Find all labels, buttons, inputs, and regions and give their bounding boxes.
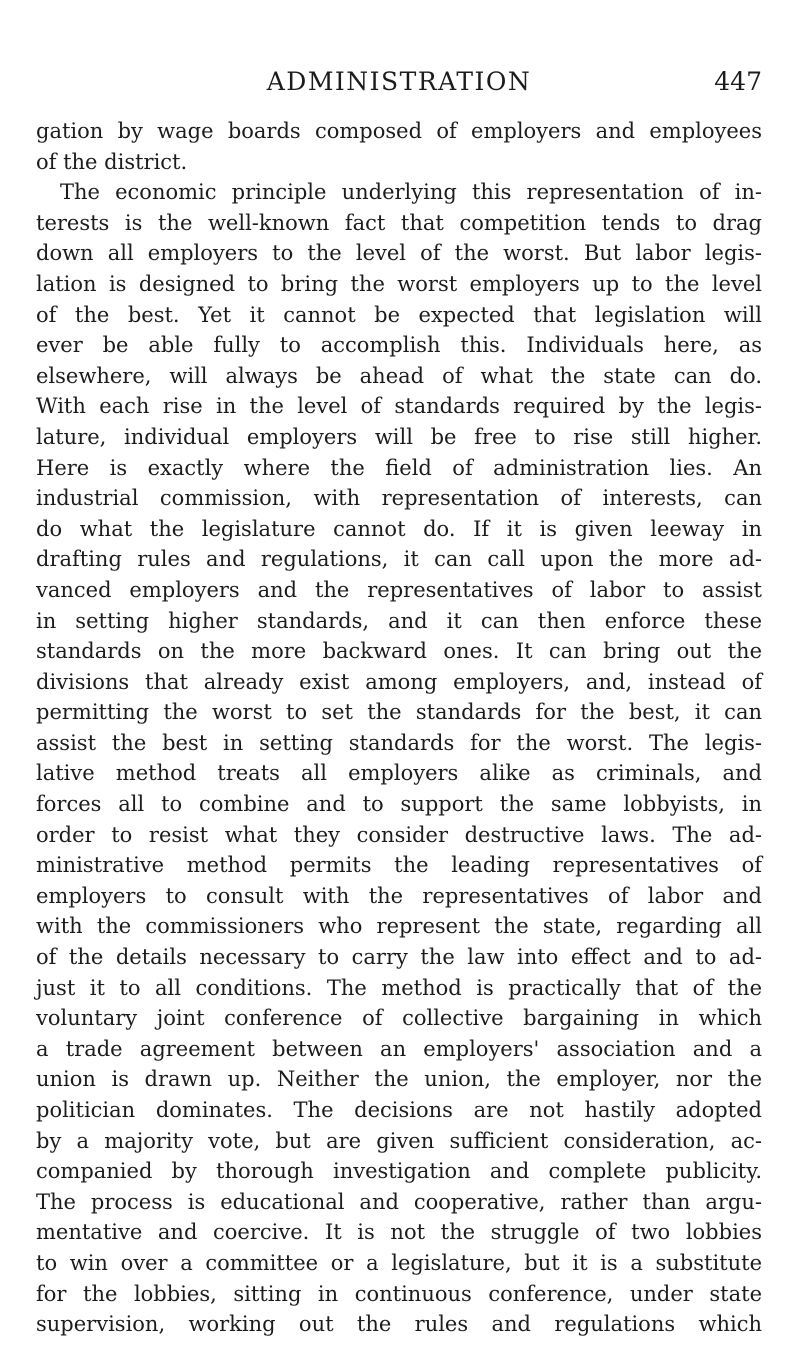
text-line: The economic principle underlying this representation of in- [60,180,762,205]
text-line: voluntary joint conference of collective bargaining in which [36,1006,762,1031]
text-line: of the details necessary to carry the law into effect and to ad- [36,945,762,970]
text-line: gation by wage boards composed of employers and employees [36,119,762,143]
text-line: of the district. [36,149,188,174]
text-line: by a majority vote, but are given sufficient consideration, ac- [36,1128,762,1153]
text-line: forces all to combine and to support the same lobbyists, in [36,792,762,817]
text-line: down all employers to the level of the worst. But labor legis- [36,241,762,266]
text-line: employers to consult with the representatives of labor and [36,883,762,908]
text-line: companied by thorough investigation and complete publicity. [36,1159,762,1184]
text-line: ever be able fully to accomplish this. Individuals here, as [36,333,762,358]
text-line: of the best. Yet it cannot be expected that legislation will [36,302,762,327]
running-title: ADMINISTRATION [266,67,532,96]
text-line: in setting higher standards, and it can then enforce these [36,608,762,633]
text-line: lature, individual employers will be free to rise still higher. [36,424,762,449]
text-line: union is drawn up. Neither the union, the employer, nor the [36,1067,762,1092]
text-line: order to resist what they consider destructive laws. The ad- [36,822,762,847]
text-line: politician dominates. The decisions are not hastily adopted [36,1098,762,1122]
text-line: just it to all conditions. The method is practically that of the [36,975,762,1000]
text-line: industrial commission, with representation of interests, can [36,486,762,511]
running-head [36,62,762,102]
text-line: to win over a committee or a legislature, but it is a substitute [36,1250,762,1275]
page-number: 447 [714,67,762,96]
text-line: elsewhere, will always be ahead of what the state can do. [36,363,762,388]
text-line: mentative and coercive. It is not the struggle of two lobbies [36,1220,762,1245]
text-line: for the lobbies, sitting in continuous conference, under state [36,1281,762,1306]
text-line: drafting rules and regulations, it can call upon the more ad- [36,547,762,572]
text-line: lative method treats all employers alike as criminals, and [36,761,762,786]
text-line: ministrative method permits the leading representatives of [36,853,762,878]
text-line: supervision, working out the rules and regulations which [36,1312,762,1337]
text-line: do what the legislature cannot do. If it is given leeway in [36,516,762,541]
text-line: standards on the more backward ones. It can bring out the [36,639,762,664]
text-line: The process is educational and cooperative, rather than argu- [36,1189,762,1214]
text-line: lation is designed to bring the worst employers up to the level [36,271,762,296]
book-page [36,62,762,1340]
text-line: Here is exactly where the field of administration lies. An [36,455,762,480]
text-line: with the commissioners who represent the state, regarding all [36,914,762,939]
text-line: vanced employers and the representatives of labor to assist [36,577,762,602]
text-line: assist the best in setting standards for the worst. The legis- [36,730,762,755]
text-line: With each rise in the level of standards required by the legis- [36,394,762,419]
body-text [36,116,762,1340]
text-line: a trade agreement between an employers' association and a [36,1036,762,1061]
text-line: terests is the well-known fact that competition tends to drag [36,210,762,235]
text-line: divisions that already exist among employers, and, instead of [36,669,762,694]
text-line: permitting the worst to set the standards for the best, it can [36,700,762,725]
